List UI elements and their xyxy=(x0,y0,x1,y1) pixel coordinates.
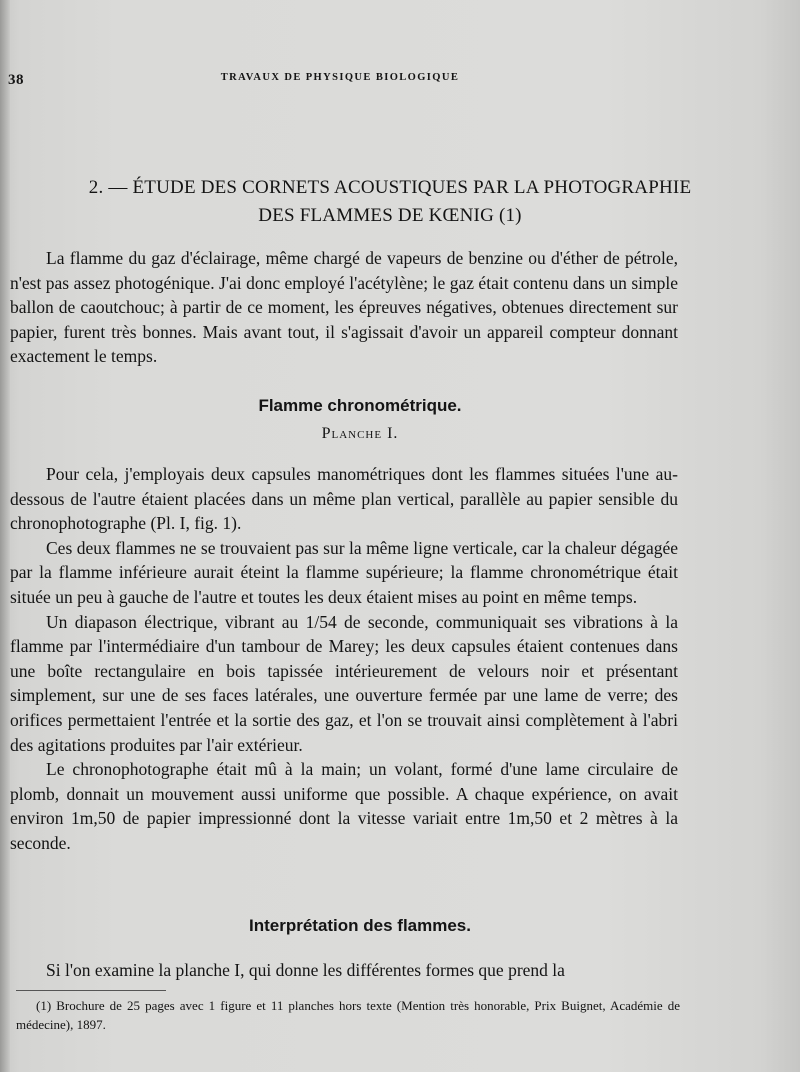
section-title-line1: 2. — ÉTUDE DES CORNETS ACOUSTIQUES PAR LA PHOTOGRAPHIE xyxy=(88,177,692,198)
paragraph: Un diapason électrique, vibrant au 1/54 de seconde, communiquait ses vibrations à la flamme par l'intermédiaire d'un tambour de Marey; les deux capsules étaient contenues dans une boîte rectangulaire en bois tapissée intérieurement de velours noir et présentant simplement, sur une de ses faces latérales, une ouverture fermée par une lame de verre; des orifices permettaient l'entrée et la sortie des gaz, et l'on se trouvait ainsi complètement à l'abri des agitations produites par l'air extérieur. xyxy=(10,611,678,755)
footnote xyxy=(16,996,680,1034)
main-paragraphs-block xyxy=(10,462,678,856)
page-number: 38 xyxy=(8,72,24,88)
last-paragraph-block xyxy=(10,958,678,983)
section-title xyxy=(40,174,740,230)
last-paragraph: Si l'on examine la planche I, qui donne les différentes formes que prend la xyxy=(46,960,565,980)
section-title-line2: DES FLAMMES DE KŒNIG (1) xyxy=(258,205,522,226)
running-title: TRAVAUX DE PHYSIQUE BIOLOGIQUE xyxy=(220,72,460,83)
paragraph: Le chronophotographe était mû à la main; un volant, formé d'une lame circulaire de plomb, donnait un mouvement aussi uniforme que possible. A chaque expérience, on avait environ 1m,50 de papier impressionné dont la vitesse variait entre 1m,50 et 2 mètres à la seconde. xyxy=(10,759,678,853)
paragraph: Pour cela, j'employais deux capsules manométriques dont les flammes situées l'une au-dessous de l'autre étaient placées dans un même plan vertical, parallèle au papier sensible du chronophotographe (Pl. I, fig. 1). xyxy=(10,464,678,534)
footnote-rule xyxy=(16,990,166,991)
paragraph: Ces deux flammes ne se trouvaient pas sur la même ligne verticale, car la chaleur dégagée par la flamme inférieure aurait éteint la flamme supérieure; la flamme chronométrique était située un peu à gauche de l'autre et toutes les deux étaient mises au point en même temps. xyxy=(10,537,678,607)
footnote-text: (1) Brochure de 25 pages avec 1 figure et 11 planches hors texte (Mention très honorable, Prix Buignet, Académie de médecine), 1897. xyxy=(16,998,680,1032)
intro-paragraph: La flamme du gaz d'éclairage, même chargé de vapeurs de benzine ou d'éther de pétrole, n'est pas assez photogénique. J'ai donc employé l'acétylène; le gaz était contenu dans un simple ballon de caoutchouc; à partir de ce moment, les épreuves négatives, obtenues directement sur papier, furent très bonnes. Mais avant tout, il s'agissait d'avoir un appareil compteur donnant exactement le temps. xyxy=(10,248,678,367)
plate-label: Planche I. xyxy=(321,425,399,442)
subheading-flamme-chronometrique: Flamme chronométrique. xyxy=(258,396,462,415)
intro-paragraph-block xyxy=(10,246,678,369)
page-binding-shadow xyxy=(0,0,10,1072)
subheading-interpretation: Interprétation des flammes. xyxy=(248,916,471,935)
